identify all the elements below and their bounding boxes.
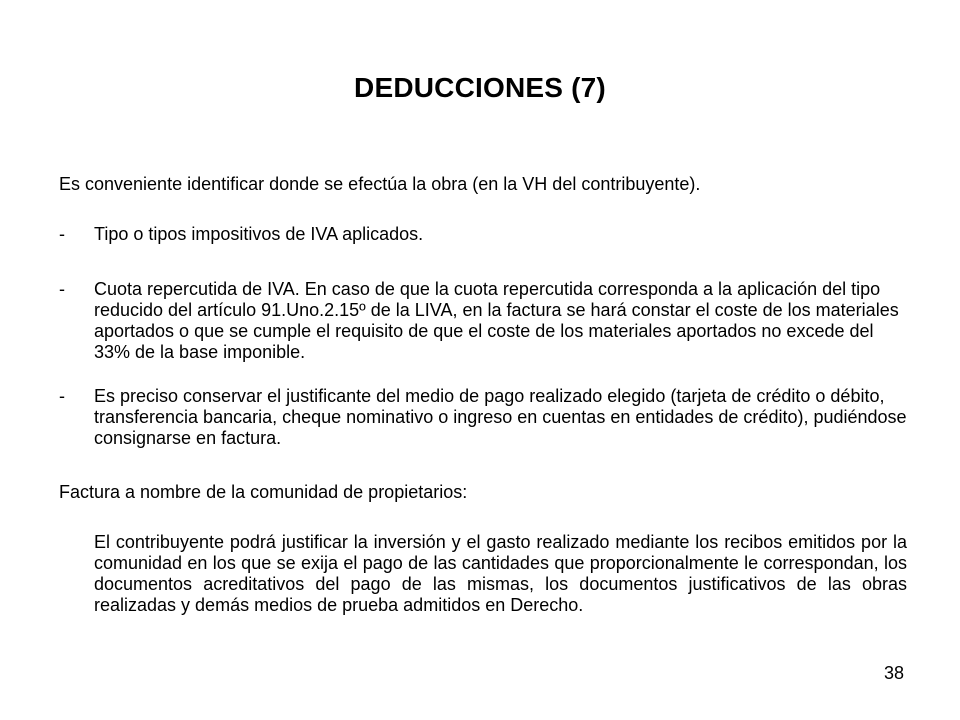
bullet-text: Tipo o tipos impositivos de IVA aplicados. (94, 224, 424, 244)
intro-text: Es conveniente identificar donde se efectúa la obra (en la VH del contribuyente). (59, 174, 701, 194)
bullet-item-cuota-repercutida (59, 279, 907, 363)
factura-heading: Factura a nombre de la comunidad de propietarios: (59, 482, 468, 502)
bullet-text: Es preciso conservar el justificante del medio de pago realizado elegido (tarjeta de crédito o débito, transferencia bancaria, cheque nominativo o ingreso en cuentas en entidades de crédito), pudiéndose consignarse en factura. (94, 386, 907, 448)
bullet-item-tipos-iva (59, 224, 907, 245)
bullet-text: Cuota repercutida de IVA. En caso de que la cuota repercutida corresponda a la aplicación del tipo reducido del artículo 91.Uno.2.15º de la LIVA, en la factura se hará constar el coste de los materiales aportados o que se cumple el requisito de que el coste de los materiales aportados no excede del 33% de la base imponible. (94, 279, 899, 362)
bullet-marker: - (59, 224, 65, 244)
page-number: 38 (883, 663, 904, 683)
bullet-item-justificante-pago (59, 386, 907, 449)
slide-title: DEDUCCIONES (7) (354, 72, 606, 103)
factura-paragraph: El contribuyente podrá justificar la inversión y el gasto realizado mediante los recibos emitidos por la comunidad en los que se exija el pago de las cantidades que proporcionalmente le correspondan, los documentos acreditativos del pago de las mismas, los documentos justificativos de las obras realizadas y demás medios de prueba admitidos en Derecho. (94, 532, 907, 615)
bullet-marker: - (59, 279, 65, 299)
bullet-marker: - (59, 386, 65, 406)
